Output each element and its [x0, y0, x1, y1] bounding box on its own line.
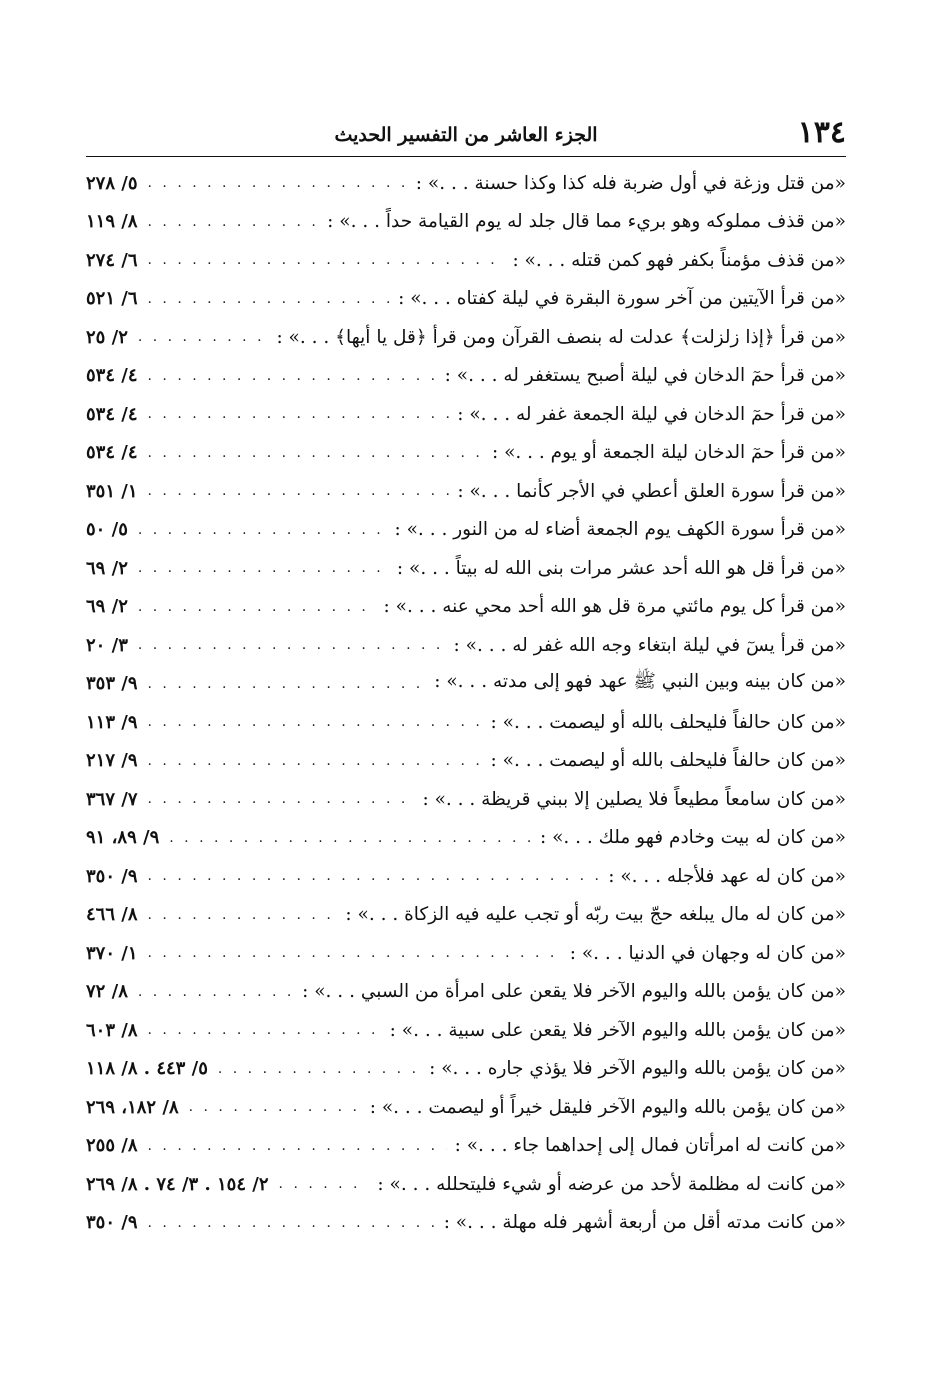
entry-text: «من قرأ حمٓ الدخان ليلة الجمعة أو يوم . . .» : [491, 442, 846, 464]
entry-text: «من قذف مملوكه وهو بريء مما قال جلد له يوم القيامة حداً . . .» : [327, 211, 846, 233]
index-entry [86, 280, 846, 319]
entry-reference: ٦/ ٢٧٤ [86, 249, 138, 271]
index-entry [86, 703, 846, 742]
dot-leader [148, 483, 450, 499]
index-entry [86, 549, 846, 588]
entry-text: «من قرأ قل هو الله أحد عشر مرات بنى الله له بيتاً . . .» : [396, 557, 846, 579]
dot-leader [148, 252, 505, 268]
entry-text: «من قرأ يسٓ في ليلة ابتغاء وجه الله غفر له . . .» : [453, 634, 846, 656]
dot-leader [148, 291, 391, 307]
entry-reference: ٧/ ٣٦٧ [86, 788, 138, 810]
entry-reference: ٥/ ٤٤٣ . ٨/ ١١٨ [86, 1058, 208, 1080]
index-entry [86, 1127, 846, 1166]
index-entry [86, 203, 846, 242]
index-entry [86, 896, 846, 935]
entry-text: «من كانت له امرأتان فمال إلى إحداهما جاء . . .» : [454, 1135, 846, 1157]
index-entry [86, 164, 846, 203]
entry-text: «من قرأ ﴿إذا زلزلت﴾ عدلت له بنصف القرآن ومن قرأ ﴿قل يا أيها﴾ . . .» : [276, 326, 846, 348]
entry-reference: ٥/ ٢٧٨ [86, 172, 138, 194]
entry-text: «من قرأ كل يوم مائتي مرة قل هو الله أحد محي عنه . . .» : [383, 596, 846, 618]
index-entry [86, 395, 846, 434]
dot-leader [279, 1176, 370, 1192]
entry-reference: ٥/ ٥٠ [86, 519, 128, 541]
entry-reference: ٤/ ٥٣٤ [86, 442, 138, 464]
entry-text: «من قرأ سورة العلق أعطي في الأجر كأنما . . .» : [457, 480, 846, 502]
dot-leader [148, 175, 408, 191]
index-entry [86, 1050, 846, 1089]
index-entry [86, 1011, 846, 1050]
entry-text: «من كان يؤمن بالله واليوم الآخر فليقل خيراً أو ليصمت . . .» : [369, 1096, 846, 1118]
index-entry [86, 357, 846, 396]
index-entry [86, 742, 846, 781]
entry-text: «من كانت مدته أقل من أربعة أشهر فله مهلة . . .» : [443, 1212, 846, 1234]
index-entry [86, 434, 846, 473]
entry-text: «من كان له بيت وخادم فهو ملك . . .» : [539, 827, 846, 849]
index-entry [86, 511, 846, 550]
entry-reference: ٨/ ٢٥٥ [86, 1135, 138, 1157]
dot-leader [148, 445, 484, 461]
dot-leader [138, 599, 376, 615]
entry-reference: ٨/ ١٨٢، ٢٦٩ [86, 1096, 179, 1118]
index-entry [86, 665, 846, 704]
entry-reference: ١/ ٣٥١ [86, 480, 138, 502]
entry-reference: ٩/ ٨٩، ٩١ [86, 827, 160, 849]
index-entry [86, 780, 846, 819]
entry-text: «من كان سامعاً مطيعاً فلا يصلين إلا ببني قريظة . . .» : [422, 788, 846, 810]
dot-leader [138, 984, 294, 1000]
page-header [86, 115, 846, 156]
entry-reference: ٢/ ٦٩ [86, 557, 128, 579]
entry-reference: ٢/ ١٥٤ . ٣/ ٧٤ . ٨/ ٢٦٩ [86, 1173, 269, 1195]
entry-reference: ٣/ ٢٠ [86, 634, 128, 656]
entry-text: «من قرأ الآيتين من آخر سورة البقرة في ليلة كفتاه . . .» : [398, 288, 846, 310]
entry-reference: ٢/ ٦٩ [86, 596, 128, 618]
dot-leader [148, 714, 483, 730]
index-entry [86, 973, 846, 1012]
entry-text: «من كان حالفاً فليحلف بالله أو ليصمت . . .» : [490, 711, 846, 733]
hadith-index-list [86, 164, 846, 1242]
entry-reference: ٤/ ٥٣٤ [86, 365, 138, 387]
index-entry [86, 1088, 846, 1127]
entry-text: «من قرأ سورة الكهف يوم الجمعة أضاء له من النور . . .» : [394, 519, 846, 541]
index-entry [86, 626, 846, 665]
entry-text: «من كان له مال يبلغه حجّ بيت ربّه أو تجب عليه فيه الزكاة . . .» : [345, 904, 846, 926]
dot-leader [148, 1138, 447, 1154]
dot-leader [148, 368, 437, 384]
index-entry [86, 588, 846, 627]
index-entry [86, 241, 846, 280]
entry-text: «من كان يؤمن بالله واليوم الآخر فلا يؤذي جاره . . .» : [429, 1058, 846, 1080]
entry-text: «من كان يؤمن بالله واليوم الآخر فلا يقعن على سبية . . .» : [389, 1019, 846, 1041]
index-entry [86, 934, 846, 973]
entry-reference: ٩/ ١١٣ [86, 711, 138, 733]
dot-leader [138, 522, 387, 538]
entry-reference: ٦/ ٥٢١ [86, 288, 138, 310]
entry-reference: ٩/ ٣٥٣ [86, 673, 138, 695]
index-entry [86, 819, 846, 858]
entry-reference: ٢/ ٢٥ [86, 326, 128, 348]
entry-text: «من كان له وجهان في الدنيا . . .» : [569, 942, 846, 964]
index-entry [86, 857, 846, 896]
dot-leader [138, 329, 269, 345]
index-entry [86, 472, 846, 511]
running-title: الجزء العاشر من التفسير الحديث [334, 124, 598, 146]
entry-reference: ١/ ٣٧٠ [86, 942, 138, 964]
entry-text: «من كانت له مظلمة لأحد من عرضه أو شيء فليتحلله . . .» : [377, 1173, 846, 1195]
index-page [86, 115, 846, 1242]
dot-leader [189, 1099, 362, 1115]
entry-text: «من قذف مؤمناً بكفر فهو كمن قتله . . .» : [512, 249, 846, 271]
entry-reference: ٨/ ٤٦٦ [86, 904, 138, 926]
entry-reference: ٨/ ٧٢ [86, 981, 128, 1003]
dot-leader [148, 945, 562, 961]
dot-leader [148, 1022, 382, 1038]
dot-leader [138, 637, 446, 653]
dot-leader [148, 907, 338, 923]
dot-leader [148, 676, 427, 692]
dot-leader [169, 830, 532, 846]
dot-leader [148, 791, 415, 807]
entry-reference: ٩/ ٣٥٠ [86, 865, 138, 887]
entry-reference: ٨/ ١١٩ [86, 211, 138, 233]
entry-text: «من كان يؤمن بالله واليوم الآخر فلا يقعن على امرأة من السبي . . .» : [302, 981, 846, 1003]
entry-reference: ٤/ ٥٣٤ [86, 403, 138, 425]
entry-reference: ٨/ ٦٠٣ [86, 1019, 138, 1041]
dot-leader [148, 406, 450, 422]
index-entry [86, 1165, 846, 1204]
index-entry [86, 318, 846, 357]
dot-leader [148, 753, 483, 769]
entry-reference: ٩/ ٢١٧ [86, 750, 138, 772]
dot-leader [148, 868, 601, 884]
dot-leader [138, 560, 389, 576]
entry-text: «من قرأ حمٓ الدخان في ليلة أصبح يستغفر له . . .» : [444, 365, 846, 387]
entry-text: «من كان له عهد فلأجله . . .» : [608, 865, 846, 887]
page-number: ١٣٤ [797, 115, 846, 150]
entry-text: «من قتل وزغة في أول ضربة فله كذا وكذا حسنة . . .» : [415, 172, 846, 194]
entry-text: «من قرأ حمٓ الدخان في ليلة الجمعة غفر له . . .» : [457, 403, 846, 425]
dot-leader [218, 1061, 421, 1077]
index-entry [86, 1204, 846, 1243]
dot-leader [148, 1215, 436, 1231]
entry-reference: ٩/ ٣٥٠ [86, 1212, 138, 1234]
dot-leader [148, 214, 320, 230]
entry-text: «من كان بينه وبين النبي ﷺ عهد فهو إلى مدته . . .» : [434, 670, 846, 692]
header-rule [86, 156, 846, 157]
entry-text: «من كان حالفاً فليحلف بالله أو ليصمت . . .» : [490, 750, 846, 772]
